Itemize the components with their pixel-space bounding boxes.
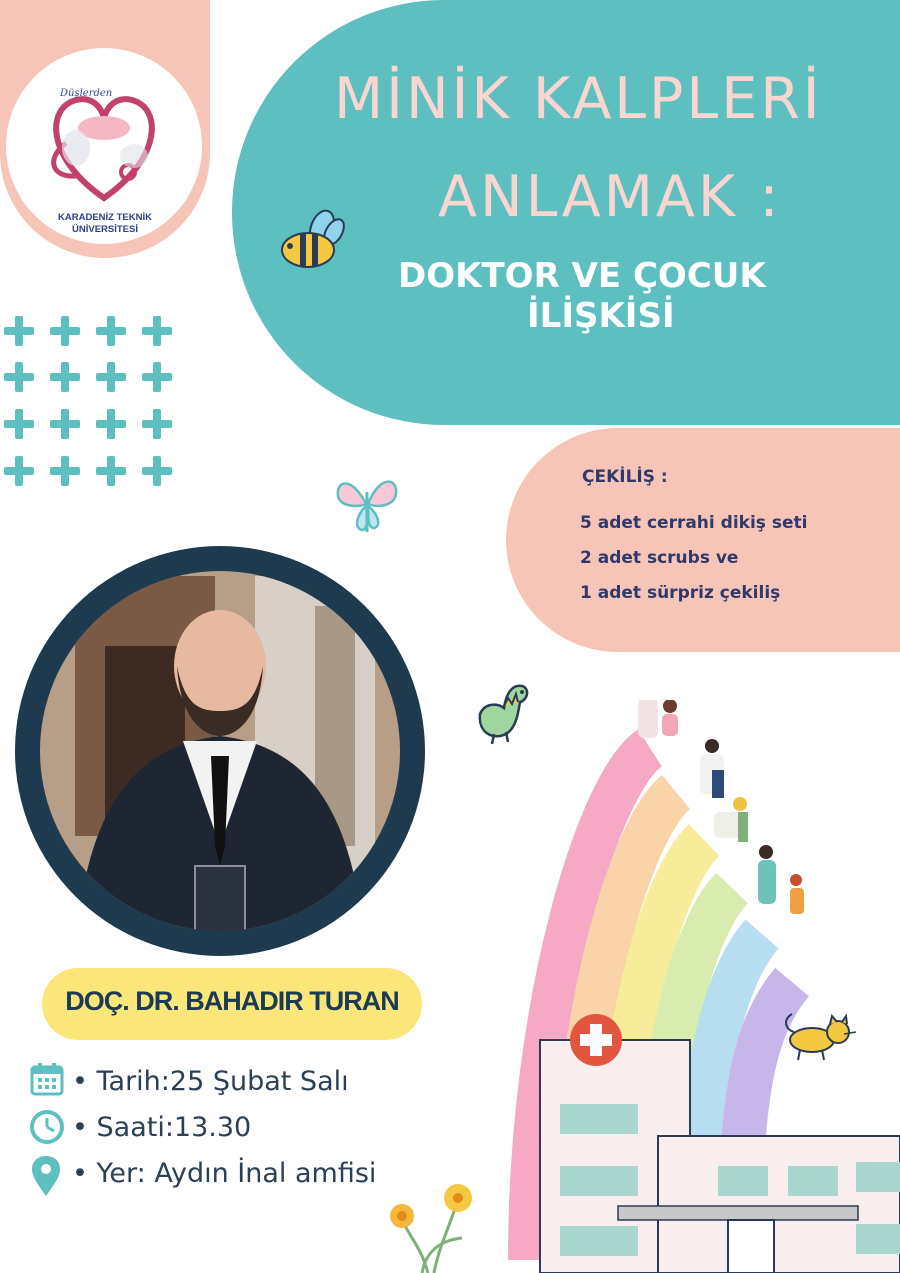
logo-university: [30, 212, 180, 236]
event-time: • Saati:13.30: [72, 1112, 252, 1143]
clock-icon: [28, 1108, 66, 1146]
logo-university-line1: KARADENİZ TEKNİK: [58, 212, 152, 223]
plus-icon: [4, 456, 34, 486]
raffle-item: 5 adet cerrahi dikiş seti: [580, 513, 808, 533]
speaker-name: DOÇ. DR. BAHADIR TURAN: [65, 986, 399, 1016]
plus-icon: [4, 409, 34, 439]
plus-icon: [96, 409, 126, 439]
plus-icon: [50, 316, 80, 346]
location-pin-icon: [30, 1154, 62, 1198]
title-line2: ANLAMAK :: [438, 164, 782, 230]
raffle-heading: ÇEKİLİŞ :: [582, 467, 668, 487]
plus-icon: [142, 409, 172, 439]
logo-script-text: Düşlerden: [60, 88, 113, 99]
plus-icon: [96, 316, 126, 346]
speaker-photo-frame: [15, 546, 425, 956]
plus-icon: [96, 362, 126, 392]
logo-university-line2: ÜNİVERSİTESİ: [72, 224, 138, 235]
speaker-photo: [15, 546, 425, 956]
hospital-illustration: [538, 1010, 900, 1273]
title-line1: MİNİK KALPLERİ: [334, 66, 823, 132]
plus-icon: [96, 456, 126, 486]
plus-icon: [142, 362, 172, 392]
event-place: • Yer: Aydın İnal amfisi: [72, 1158, 377, 1189]
plus-icon: [4, 316, 34, 346]
raffle-item: 1 adet sürpriz çekiliş: [580, 583, 781, 603]
plus-icon: [4, 362, 34, 392]
butterfly-icon: [332, 470, 402, 536]
subtitle-line1: DOKTOR VE ÇOCUK: [398, 256, 766, 296]
plus-icon: [142, 456, 172, 486]
bee-icon: [276, 206, 348, 272]
raffle-item: 2 adet scrubs ve: [580, 548, 739, 568]
raffle-band: [506, 428, 900, 652]
subtitle-line2: İLİŞKİSİ: [527, 296, 675, 336]
event-date: • Tarih:25 Şubat Salı: [72, 1066, 349, 1097]
plus-icon: [50, 456, 80, 486]
plus-icon: [142, 316, 172, 346]
flower-icon: [382, 1180, 478, 1273]
calendar-icon: [30, 1062, 64, 1096]
plus-icon: [50, 362, 80, 392]
plus-icon: [50, 409, 80, 439]
